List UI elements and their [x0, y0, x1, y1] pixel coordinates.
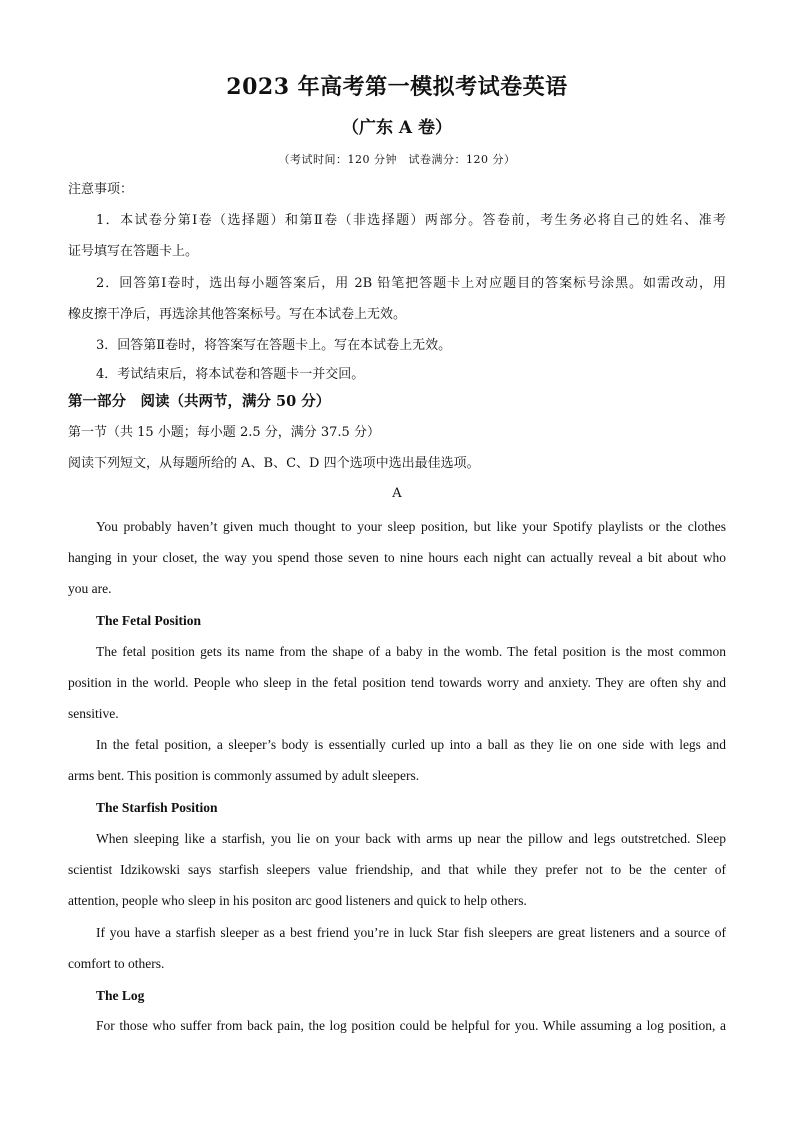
page-subtitle: （广东 A 卷） [341, 118, 453, 138]
instruction: 阅读下列短文，从每题所给的 A、B、C、D 四个选项中选出最佳选项。 [68, 456, 480, 471]
notes-item-1-line-2: 证号填写在答题卡上。 [68, 244, 199, 259]
page-title: 2023 年高考第一模拟考试卷英语 [226, 74, 568, 100]
passage-letter: A [392, 486, 402, 501]
intro-line-3: you are. [68, 581, 112, 596]
notes-item-2-line-2: 橡皮擦干净后，再选涂其他答案标号。写在本试卷上无效。 [68, 307, 407, 322]
notes-heading: 注意事项： [68, 182, 134, 197]
starfish-p2-line-1: If you have a starfish sleeper as a best friend you’re in luck Star fish sleepers are great listeners and a source of [96, 925, 726, 940]
fetal-p1-line-3: sensitive. [68, 706, 119, 721]
notes-item-1-line-1: 1．本试卷分第Ⅰ卷（选择题）和第Ⅱ卷（非选择题）两部分。答卷前，考生务必将自己的姓名、准考 [96, 213, 726, 228]
log-p1-line-1: For those who suffer from back pain, the log position could be helpful for you. While assuming a log position, a [96, 1018, 726, 1033]
starfish-p2-line-2: comfort to others. [68, 956, 165, 971]
starfish-heading: The Starfish Position [96, 800, 218, 815]
fetal-p2-line-1: In the fetal position, a sleeper’s body is essentially curled up into a ball as they lie on one side with legs and [96, 737, 726, 752]
part-heading: 第一部分 阅读（共两节，满分 50 分） [68, 393, 331, 410]
intro-line-1: You probably haven’t given much thought to your sleep position, but like your Spotify playlists or the clothes [96, 519, 726, 534]
notes-item-3: 3．回答第Ⅱ卷时，将答案写在答题卡上。写在本试卷上无效。 [96, 338, 452, 353]
exam-info: （考试时间：120 分钟 试卷满分：120 分） [278, 153, 516, 166]
fetal-heading: The Fetal Position [96, 613, 201, 628]
notes-item-4: 4．考试结束后，将本试卷和答题卡一并交回。 [96, 367, 365, 382]
log-heading: The Log [96, 988, 145, 1003]
subsection-heading: 第一节（共 15 小题；每小题 2.5 分，满分 37.5 分） [68, 425, 380, 440]
starfish-p1-line-1: When sleeping like a starfish, you lie on your back with arms up near the pillow and legs outstretched. Sleep [96, 831, 726, 846]
starfish-p1-line-3: attention, people who sleep in his positon arc good listeners and quick to help others. [68, 893, 527, 908]
notes-item-2-line-1: 2．回答第Ⅰ卷时，选出每小题答案后，用 2B 铅笔把答题卡上对应题目的答案标号涂黑。如需改动，用 [96, 276, 726, 291]
fetal-p1-line-2: position in the world. People who sleep in the fetal position tend towards worry and anxiety. They are often shy and [68, 675, 726, 690]
starfish-p1-line-2: scientist Idzikowski says starfish sleepers value friendship, and that while they prefer not to be the center of [68, 862, 726, 877]
intro-line-2: hanging in your closet, the way you spend those seven to nine hours each night can actually reveal a bit about who [68, 550, 726, 565]
fetal-p1-line-1: The fetal position gets its name from the shape of a baby in the womb. The fetal position is the most common [96, 644, 726, 659]
fetal-p2-line-2: arms bent. This position is commonly assumed by adult sleepers. [68, 768, 420, 783]
